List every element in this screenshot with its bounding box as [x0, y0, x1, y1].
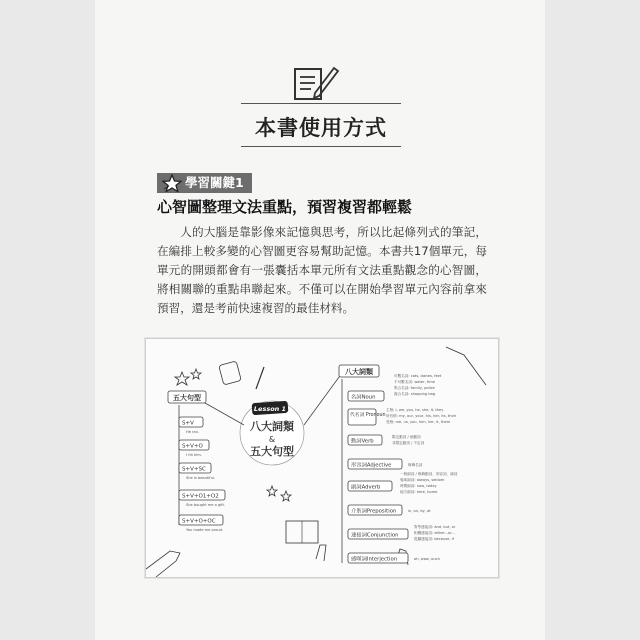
doodle-pencil-icon	[256, 367, 264, 389]
pattern-2	[179, 463, 215, 480]
doodle-star-icon	[175, 372, 189, 385]
svg-text:介系詞Preposition: 介系詞Preposition	[351, 508, 397, 515]
part-1	[348, 407, 457, 425]
branch-line	[304, 373, 342, 425]
learning-key-tag	[157, 173, 252, 193]
svg-text:地方副詞: here, home: 地方副詞: here, home	[400, 490, 438, 494]
svg-text:集合名詞: family, police: 集合名詞: family, police	[394, 386, 435, 390]
body-paragraph	[157, 223, 487, 318]
mind-map-illustration	[145, 338, 499, 578]
svg-text:oh, wow, ouch: oh, wow, ouch	[414, 557, 440, 561]
star-icon	[162, 174, 182, 192]
doodle-hand-icon	[446, 347, 486, 385]
svg-text:動詞Verb: 動詞Verb	[351, 438, 374, 445]
svg-text:S+V+O+OC: S+V+O+OC	[182, 518, 216, 525]
svg-text:修飾名詞: 修飾名詞	[408, 463, 423, 467]
center-amp: &	[268, 435, 276, 444]
svg-text:所有格: my, our, your, his, her,: 所有格: my, our, your, his, her, its, their	[386, 414, 457, 418]
notebook-pen-icon	[292, 62, 340, 104]
doodle-star-icon	[191, 369, 201, 379]
center-line1: 八大詞類	[250, 420, 294, 433]
svg-text:She is beautiful.: She is beautiful.	[186, 476, 215, 480]
doodle-phone-icon	[219, 361, 242, 385]
svg-text:S+V+O: S+V+O	[182, 443, 203, 450]
svg-text:對等連接詞: and, but, or: 對等連接詞: and, but, or	[414, 525, 456, 529]
title-rule-bottom	[241, 146, 401, 147]
svg-text:複合名詞: shopping bag: 複合名詞: shopping bag	[394, 392, 436, 396]
svg-text:從屬連接詞: because, if: 從屬連接詞: because, if	[414, 537, 454, 541]
svg-text:I hit him.: I hit him.	[186, 453, 202, 457]
mind-map-drawing	[146, 339, 498, 577]
book-page	[95, 0, 545, 640]
pattern-1	[179, 440, 209, 457]
svg-text:感嘆詞Interjection: 感嘆詞Interjection	[351, 556, 398, 563]
svg-text:連接詞Conjunction: 連接詞Conjunction	[351, 532, 399, 539]
svg-text:She bought me a gift.: She bought me a gift.	[186, 503, 226, 507]
svg-text:You made me proud.: You made me proud.	[186, 528, 224, 532]
svg-text:形容詞Adjective: 形容詞Adjective	[351, 462, 392, 469]
center-topic	[240, 401, 304, 465]
svg-text:S+V+O1+O2: S+V+O1+O2	[182, 493, 219, 500]
right-root-label: 八大詞類	[345, 368, 373, 376]
pattern-0	[179, 417, 203, 434]
svg-text:副詞Adverb: 副詞Adverb	[351, 484, 381, 491]
part-3	[348, 459, 423, 469]
section-subtitle: 心智圖整理文法重點，預習複習都輕鬆	[157, 198, 413, 216]
svg-text:非限定動詞 / 不定詞: 非限定動詞 / 不定詞	[392, 441, 425, 445]
svg-text:頻率副詞: always, seldom: 頻率副詞: always, seldom	[400, 478, 445, 482]
svg-text:可數名詞: cats, lashes, feet: 可數名詞: cats, lashes, feet	[394, 374, 442, 378]
svg-text:in, on, by, at: in, on, by, at	[408, 509, 431, 513]
svg-text:相關連接詞: either...or...: 相關連接詞: either...or...	[414, 531, 455, 535]
svg-text:名詞Noun: 名詞Noun	[351, 394, 376, 401]
lesson-badge: Lesson 1	[253, 405, 287, 413]
part-2	[348, 434, 425, 445]
title-rule-top	[241, 103, 401, 104]
doodle-star-icon	[281, 491, 291, 501]
svg-text:代名詞 Pronoun: 代名詞 Pronoun	[350, 413, 386, 418]
svg-text:S+V+SC: S+V+SC	[182, 466, 206, 473]
part-6	[348, 524, 456, 541]
svg-text:限定動詞 / 助動詞: 限定動詞 / 助動詞	[392, 435, 421, 439]
svg-text:不可數名詞: water, time: 不可數名詞: water, time	[394, 380, 435, 384]
pattern-3	[179, 490, 225, 507]
left-root-label: 五大句型	[173, 394, 201, 402]
learning-key-label: 學習關鍵1	[185, 175, 244, 190]
doodle-star-icon	[267, 486, 277, 496]
svg-text:一般副詞 / 修飾動詞、形容詞、副詞: 一般副詞 / 修飾動詞、形容詞、副詞	[400, 472, 458, 476]
svg-text:時間副詞: now, today: 時間副詞: now, today	[400, 484, 437, 488]
svg-text:受格: me, us, you, him, her, it,: 受格: me, us, you, him, her, it, them	[386, 420, 451, 424]
svg-text:He ran.: He ran.	[186, 430, 200, 434]
part-5	[348, 505, 431, 515]
paragraph-text: 人的大腦是靠影像來記憶與思考，所以比起條列式的筆記，在編排上較多變的心智圖更容易幫助記憶。本書共17個單元，每單元的開頭都會有一張囊括本單元所有文法重點觀念的心智圖，將相關聯的重點串聯起來。不僅可以在開始學習單元內容前拿來預習，還是考前快速複習的最佳材料。	[157, 225, 487, 315]
center-line2: 五大句型	[250, 445, 294, 458]
part-7	[348, 553, 440, 563]
doodle-hand-icon	[146, 551, 180, 577]
svg-text:主格: I, we, you, he, she, it, t: 主格: I, we, you, he, she, it, they	[386, 408, 444, 412]
svg-text:S+V: S+V	[182, 420, 194, 427]
pattern-4	[179, 515, 223, 532]
page-title: 本書使用方式	[255, 115, 387, 140]
part-4	[348, 471, 458, 494]
doodle-hand-icon	[316, 545, 326, 561]
